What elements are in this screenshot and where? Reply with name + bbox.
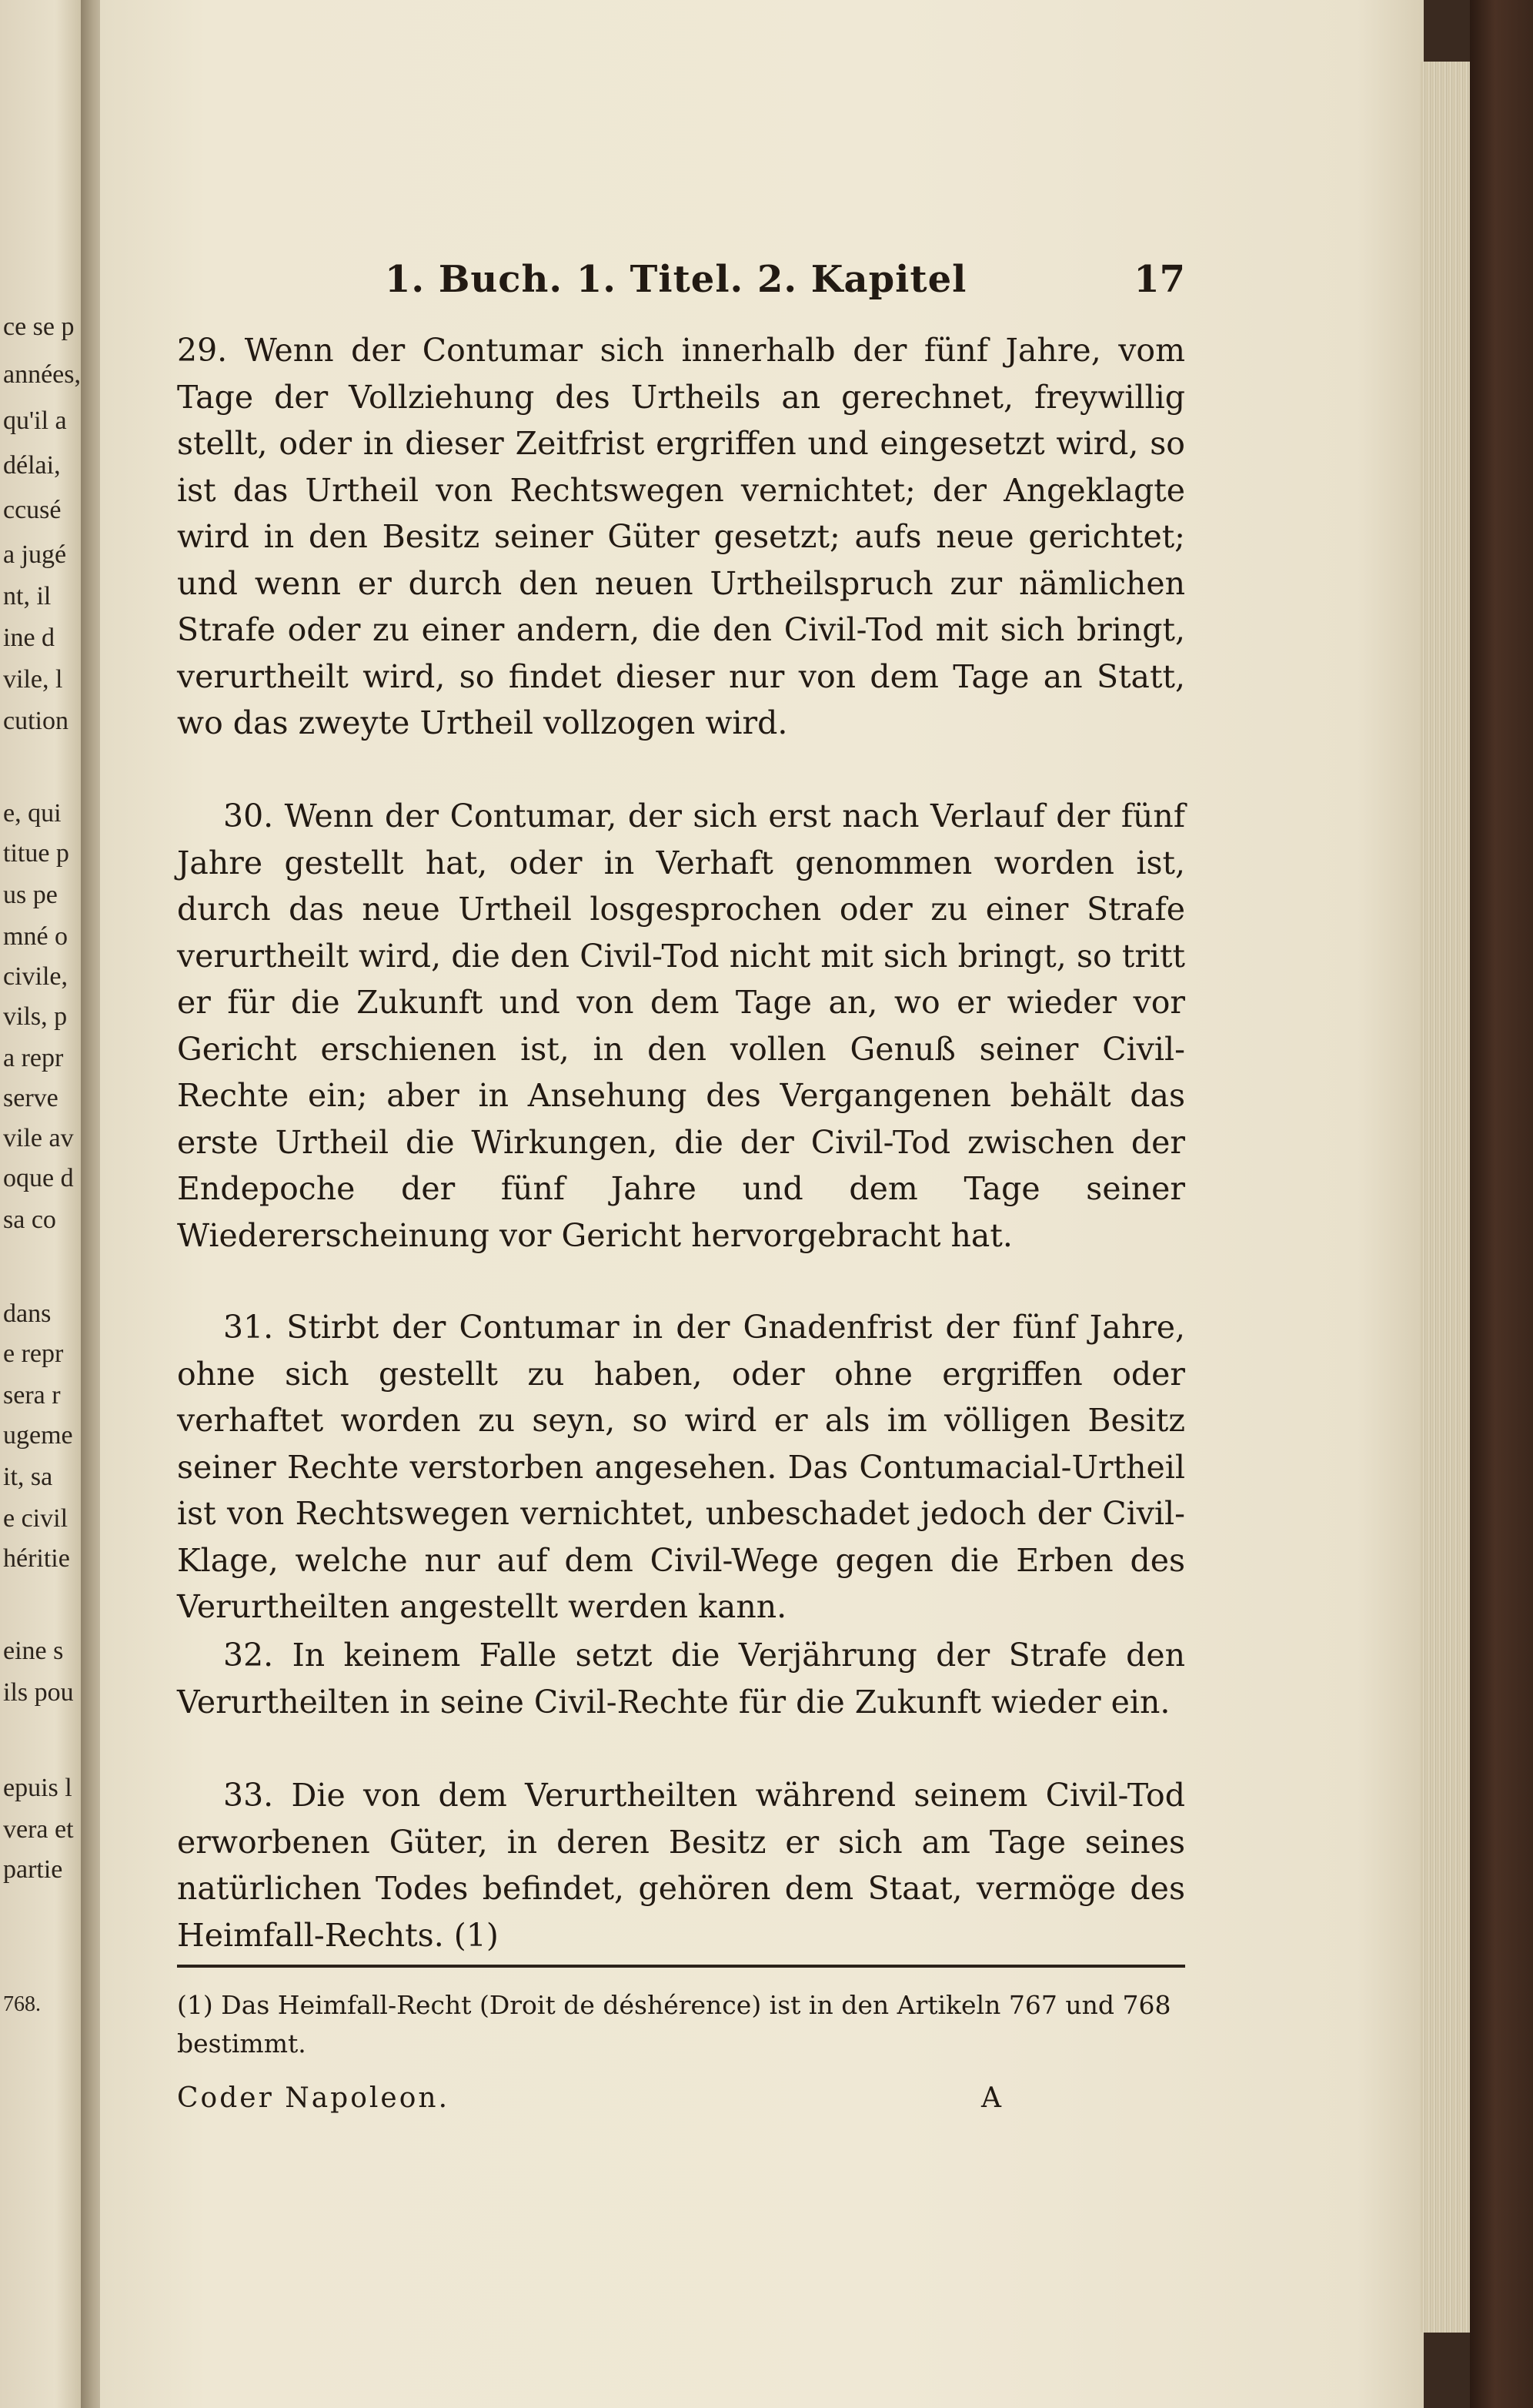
footnote: (1) Das Heimfall-Recht (Droit de déshérence) ist in den Artikeln 767 und 768 bestimmt. <box>177 1990 1171 2059</box>
facing-line: a jugé <box>3 542 67 568</box>
article-30: 30. Wenn der Contumar, der sich erst nach Verlauf der fünf Jahre gestellt hat, oder in Verhaft genommen worden ist, durch das neue Urtheil losgesprochen oder zu einer Strafe verurtheilt wird, die den Civil-Tod nicht mit sich bringt, so tritt er für die Zukunft und von dem Tage an, wo er wieder vor Gericht erschienen ist, in den vollen Genuß seiner Civil-Rechte ein; aber in Ansehung des Vergangenen behält das erste Urtheil die Wirkungen, die der Civil-Tod zwischen der Endepoche der fünf Jahre und dem Tage seiner Wiedererscheinung vor Gericht hervorgebracht hat. <box>177 798 1185 1254</box>
facing-line: vils, p <box>3 1004 68 1030</box>
signature-title: Coder Napoleon. <box>177 2082 450 2114</box>
facing-footnote: 768. <box>3 1994 41 2015</box>
facing-line: e, qui <box>3 801 62 827</box>
header-title: 1. Buch. 1. Titel. 2. Kapitel <box>385 258 967 301</box>
facing-line: it, sa <box>3 1464 53 1490</box>
facing-line: dans <box>3 1301 52 1327</box>
facing-line: us pe <box>3 882 58 908</box>
facing-line: ccusé <box>3 497 62 523</box>
facing-line: a repr <box>3 1045 64 1072</box>
facing-line: e repr <box>3 1341 64 1367</box>
facing-line: cution <box>3 708 68 734</box>
facing-line: titue p <box>3 841 69 867</box>
facing-line: vera et <box>3 1817 74 1843</box>
facing-line: mné o <box>3 924 68 950</box>
signature-mark: A <box>981 2082 1001 2114</box>
page-number: 17 <box>1134 258 1185 301</box>
article-32: 32. In keinem Falle setzt die Verjährung der Strafe den Verurtheilten in seine Civil-Rechte für die Zukunft wieder ein. <box>177 1637 1185 1721</box>
facing-line: qu'il a <box>3 408 67 434</box>
facing-line: serve <box>3 1085 58 1112</box>
article-31: 31. Stirbt der Contumar in der Gnadenfrist der fünf Jahre, ohne sich gestellt zu haben, oder ohne ergriffen oder verhaftet worden zu seyn, so wird er als im völligen Besitz seiner Rechte verstorben angesehen. Das Contumacial-Urtheil ist von Rechtswegen vernichtet, unbeschadet jedoch der Civil-Klage, welche nur auf dem Civil-Wege gegen die Erben des Verurtheilten angestellt werden kann. <box>177 1309 1185 1625</box>
facing-line: héritie <box>3 1546 70 1572</box>
facing-line: eine s <box>3 1638 64 1664</box>
facing-line: oque d <box>3 1166 74 1192</box>
facing-line: sa co <box>3 1207 56 1233</box>
footnote-rule <box>177 1965 1185 1968</box>
facing-line: années, <box>3 362 82 388</box>
facing-page-text <box>0 0 92 2408</box>
facing-line: nt, il <box>3 584 52 610</box>
facing-line: ils pou <box>3 1680 74 1706</box>
book-cover <box>1470 0 1533 2408</box>
article-29: 29. Wenn der Contumar sich innerhalb der fünf Jahre, vom Tage der Vollziehung des Urtheils an gerechnet, freywillig stellt, oder in dieser Zeitfrist ergriffen und eingesetzt wird, so ist das Urtheil von Rechtswegen vernichtet; der Angeklagte wird in den Besitz seiner Güter gesetzt; aufs neue gerichtet; und wenn er durch den neuen Urtheilspruch zur nämlichen Strafe oder zu einer andern, die den Civil-Tod mit sich bringt, verurtheilt wird, so findet dieser nur von dem Tage an Statt, wo das zweyte Urtheil vollzogen wird. <box>177 332 1185 741</box>
facing-line: civile, <box>3 964 68 990</box>
article-33: 33. Die von dem Verurtheilten während seinem Civil-Tod erworbenen Güter, in deren Besitz er sich am Tage seines natürlichen Todes befindet, gehören dem Staat, vermöge des Heimfall-Rechts. (1) <box>177 1777 1185 1954</box>
facing-line: ce se p <box>3 314 75 340</box>
facing-line: partie <box>3 1857 63 1883</box>
facing-line: vile av <box>3 1125 74 1152</box>
running-header <box>385 258 1185 312</box>
facing-line: e civil <box>3 1506 68 1532</box>
signature-line <box>177 2082 1185 2129</box>
facing-line: sera r <box>3 1383 61 1409</box>
facing-line: ugeme <box>3 1423 73 1449</box>
facing-line: epuis l <box>3 1775 72 1801</box>
page-edges <box>1420 62 1474 2333</box>
facing-line: délai, <box>3 453 61 479</box>
facing-line: ine d <box>3 625 55 651</box>
facing-line: vile, l <box>3 667 63 693</box>
